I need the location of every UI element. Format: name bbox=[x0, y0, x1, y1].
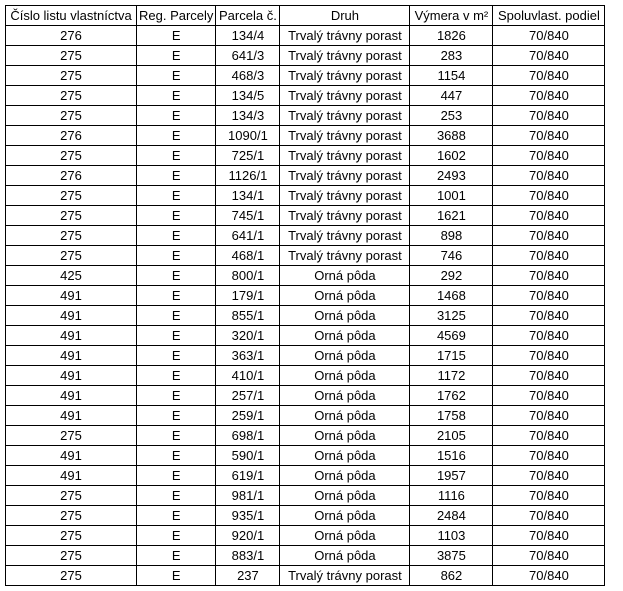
cell-parcel-number: 468/1 bbox=[216, 246, 280, 266]
table-row bbox=[6, 206, 605, 226]
cell-land-type: Orná pôda bbox=[280, 406, 410, 426]
cell-land-type: Orná pôda bbox=[280, 506, 410, 526]
cell-land-type: Trvalý trávny porast bbox=[280, 166, 410, 186]
cell-share: 70/840 bbox=[493, 126, 605, 146]
cell-share: 70/840 bbox=[493, 266, 605, 286]
table-row bbox=[6, 466, 605, 486]
cell-register: E bbox=[137, 206, 216, 226]
table-body bbox=[6, 26, 605, 586]
cell-parcel-number: 259/1 bbox=[216, 406, 280, 426]
table-row bbox=[6, 346, 605, 366]
cell-area: 1468 bbox=[410, 286, 493, 306]
cell-area: 1001 bbox=[410, 186, 493, 206]
cell-share: 70/840 bbox=[493, 246, 605, 266]
cell-parcel-number: 320/1 bbox=[216, 326, 280, 346]
cell-land-type: Orná pôda bbox=[280, 286, 410, 306]
cell-share: 70/840 bbox=[493, 466, 605, 486]
cell-parcel-number: 179/1 bbox=[216, 286, 280, 306]
cell-register: E bbox=[137, 406, 216, 426]
cell-land-type: Trvalý trávny porast bbox=[280, 126, 410, 146]
cell-ownership-sheet: 491 bbox=[6, 406, 137, 426]
cell-share: 70/840 bbox=[493, 146, 605, 166]
table-row bbox=[6, 566, 605, 586]
cell-ownership-sheet: 275 bbox=[6, 206, 137, 226]
cell-parcel-number: 1126/1 bbox=[216, 166, 280, 186]
cell-parcel-number: 590/1 bbox=[216, 446, 280, 466]
cell-ownership-sheet: 275 bbox=[6, 526, 137, 546]
table-row bbox=[6, 166, 605, 186]
cell-register: E bbox=[137, 426, 216, 446]
cell-parcel-number: 698/1 bbox=[216, 426, 280, 446]
cell-parcel-number: 134/4 bbox=[216, 26, 280, 46]
cell-share: 70/840 bbox=[493, 86, 605, 106]
cell-land-type: Orná pôda bbox=[280, 346, 410, 366]
header-cell-area: Výmera v m² bbox=[410, 6, 493, 26]
cell-share: 70/840 bbox=[493, 66, 605, 86]
cell-register: E bbox=[137, 46, 216, 66]
cell-parcel-number: 237 bbox=[216, 566, 280, 586]
table-row bbox=[6, 486, 605, 506]
table-row bbox=[6, 326, 605, 346]
cell-area: 1154 bbox=[410, 66, 493, 86]
cell-parcel-number: 1090/1 bbox=[216, 126, 280, 146]
cell-ownership-sheet: 275 bbox=[6, 66, 137, 86]
cell-area: 1103 bbox=[410, 526, 493, 546]
cell-parcel-number: 410/1 bbox=[216, 366, 280, 386]
cell-area: 2484 bbox=[410, 506, 493, 526]
table-row bbox=[6, 506, 605, 526]
cell-share: 70/840 bbox=[493, 206, 605, 226]
cell-land-type: Orná pôda bbox=[280, 526, 410, 546]
cell-area: 1621 bbox=[410, 206, 493, 226]
cell-share: 70/840 bbox=[493, 446, 605, 466]
cell-register: E bbox=[137, 306, 216, 326]
cell-area: 746 bbox=[410, 246, 493, 266]
cell-share: 70/840 bbox=[493, 526, 605, 546]
table-row bbox=[6, 226, 605, 246]
cell-ownership-sheet: 276 bbox=[6, 166, 137, 186]
cell-parcel-number: 920/1 bbox=[216, 526, 280, 546]
cell-ownership-sheet: 275 bbox=[6, 426, 137, 446]
cell-land-type: Trvalý trávny porast bbox=[280, 106, 410, 126]
cell-register: E bbox=[137, 126, 216, 146]
cell-share: 70/840 bbox=[493, 186, 605, 206]
cell-parcel-number: 981/1 bbox=[216, 486, 280, 506]
cell-land-type: Trvalý trávny porast bbox=[280, 226, 410, 246]
cell-register: E bbox=[137, 466, 216, 486]
cell-share: 70/840 bbox=[493, 426, 605, 446]
cell-register: E bbox=[137, 286, 216, 306]
table-row bbox=[6, 86, 605, 106]
cell-land-type: Trvalý trávny porast bbox=[280, 566, 410, 586]
cell-area: 283 bbox=[410, 46, 493, 66]
cell-ownership-sheet: 275 bbox=[6, 546, 137, 566]
cell-land-type: Trvalý trávny porast bbox=[280, 26, 410, 46]
table-row bbox=[6, 426, 605, 446]
cell-land-type: Orná pôda bbox=[280, 546, 410, 566]
cell-ownership-sheet: 275 bbox=[6, 86, 137, 106]
cell-ownership-sheet: 275 bbox=[6, 106, 137, 126]
cell-ownership-sheet: 491 bbox=[6, 346, 137, 366]
cell-parcel-number: 855/1 bbox=[216, 306, 280, 326]
cell-parcel-number: 641/1 bbox=[216, 226, 280, 246]
cell-register: E bbox=[137, 26, 216, 46]
cell-area: 3875 bbox=[410, 546, 493, 566]
cell-parcel-number: 134/5 bbox=[216, 86, 280, 106]
table-row bbox=[6, 406, 605, 426]
cell-register: E bbox=[137, 486, 216, 506]
table-row bbox=[6, 386, 605, 406]
cell-parcel-number: 134/1 bbox=[216, 186, 280, 206]
cell-area: 1172 bbox=[410, 366, 493, 386]
cell-ownership-sheet: 425 bbox=[6, 266, 137, 286]
cell-share: 70/840 bbox=[493, 46, 605, 66]
table-row bbox=[6, 126, 605, 146]
cell-area: 862 bbox=[410, 566, 493, 586]
parcel-table bbox=[5, 5, 605, 586]
cell-ownership-sheet: 491 bbox=[6, 326, 137, 346]
cell-ownership-sheet: 275 bbox=[6, 486, 137, 506]
cell-parcel-number: 745/1 bbox=[216, 206, 280, 226]
cell-area: 253 bbox=[410, 106, 493, 126]
cell-share: 70/840 bbox=[493, 306, 605, 326]
cell-area: 292 bbox=[410, 266, 493, 286]
cell-register: E bbox=[137, 346, 216, 366]
table-row bbox=[6, 366, 605, 386]
cell-share: 70/840 bbox=[493, 106, 605, 126]
table-row bbox=[6, 106, 605, 126]
header-cell-register: Reg. Parcely bbox=[137, 6, 216, 26]
cell-ownership-sheet: 275 bbox=[6, 226, 137, 246]
cell-land-type: Orná pôda bbox=[280, 266, 410, 286]
header-cell-parcel-number: Parcela č. bbox=[216, 6, 280, 26]
cell-ownership-sheet: 491 bbox=[6, 386, 137, 406]
cell-parcel-number: 134/3 bbox=[216, 106, 280, 126]
table-row bbox=[6, 146, 605, 166]
cell-register: E bbox=[137, 226, 216, 246]
cell-ownership-sheet: 491 bbox=[6, 466, 137, 486]
cell-register: E bbox=[137, 506, 216, 526]
cell-land-type: Trvalý trávny porast bbox=[280, 66, 410, 86]
cell-register: E bbox=[137, 446, 216, 466]
cell-parcel-number: 619/1 bbox=[216, 466, 280, 486]
cell-ownership-sheet: 491 bbox=[6, 446, 137, 466]
cell-ownership-sheet: 491 bbox=[6, 306, 137, 326]
cell-share: 70/840 bbox=[493, 366, 605, 386]
cell-land-type: Orná pôda bbox=[280, 486, 410, 506]
cell-land-type: Orná pôda bbox=[280, 306, 410, 326]
cell-area: 1602 bbox=[410, 146, 493, 166]
cell-land-type: Orná pôda bbox=[280, 366, 410, 386]
cell-register: E bbox=[137, 386, 216, 406]
header-cell-share: Spoluvlast. podiel bbox=[493, 6, 605, 26]
cell-land-type: Trvalý trávny porast bbox=[280, 206, 410, 226]
header-cell-ownership-sheet: Číslo listu vlastníctva bbox=[6, 6, 137, 26]
cell-register: E bbox=[137, 526, 216, 546]
cell-area: 1762 bbox=[410, 386, 493, 406]
cell-register: E bbox=[137, 566, 216, 586]
header-row bbox=[6, 6, 605, 26]
table-row bbox=[6, 546, 605, 566]
cell-register: E bbox=[137, 86, 216, 106]
cell-register: E bbox=[137, 326, 216, 346]
cell-register: E bbox=[137, 546, 216, 566]
cell-land-type: Orná pôda bbox=[280, 426, 410, 446]
cell-share: 70/840 bbox=[493, 286, 605, 306]
table-row bbox=[6, 446, 605, 466]
cell-area: 1715 bbox=[410, 346, 493, 366]
cell-share: 70/840 bbox=[493, 26, 605, 46]
cell-share: 70/840 bbox=[493, 486, 605, 506]
cell-ownership-sheet: 276 bbox=[6, 26, 137, 46]
table-row bbox=[6, 286, 605, 306]
cell-parcel-number: 883/1 bbox=[216, 546, 280, 566]
table-row bbox=[6, 246, 605, 266]
cell-area: 2105 bbox=[410, 426, 493, 446]
cell-ownership-sheet: 491 bbox=[6, 286, 137, 306]
header-cell-land-type: Druh bbox=[280, 6, 410, 26]
table-row bbox=[6, 526, 605, 546]
cell-land-type: Orná pôda bbox=[280, 326, 410, 346]
cell-register: E bbox=[137, 366, 216, 386]
cell-share: 70/840 bbox=[493, 226, 605, 246]
cell-register: E bbox=[137, 66, 216, 86]
cell-register: E bbox=[137, 146, 216, 166]
cell-area: 447 bbox=[410, 86, 493, 106]
cell-land-type: Orná pôda bbox=[280, 386, 410, 406]
cell-area: 1516 bbox=[410, 446, 493, 466]
cell-ownership-sheet: 276 bbox=[6, 126, 137, 146]
cell-area: 1957 bbox=[410, 466, 493, 486]
table-row bbox=[6, 66, 605, 86]
cell-ownership-sheet: 275 bbox=[6, 566, 137, 586]
cell-share: 70/840 bbox=[493, 406, 605, 426]
cell-ownership-sheet: 275 bbox=[6, 506, 137, 526]
cell-share: 70/840 bbox=[493, 546, 605, 566]
cell-land-type: Trvalý trávny porast bbox=[280, 46, 410, 66]
cell-share: 70/840 bbox=[493, 326, 605, 346]
cell-area: 1116 bbox=[410, 486, 493, 506]
cell-land-type: Orná pôda bbox=[280, 446, 410, 466]
table-row bbox=[6, 46, 605, 66]
cell-register: E bbox=[137, 246, 216, 266]
cell-share: 70/840 bbox=[493, 566, 605, 586]
table-row bbox=[6, 306, 605, 326]
cell-parcel-number: 257/1 bbox=[216, 386, 280, 406]
table-row bbox=[6, 26, 605, 46]
cell-ownership-sheet: 275 bbox=[6, 246, 137, 266]
cell-register: E bbox=[137, 186, 216, 206]
cell-area: 1758 bbox=[410, 406, 493, 426]
cell-share: 70/840 bbox=[493, 346, 605, 366]
cell-parcel-number: 800/1 bbox=[216, 266, 280, 286]
cell-share: 70/840 bbox=[493, 386, 605, 406]
cell-share: 70/840 bbox=[493, 506, 605, 526]
cell-ownership-sheet: 275 bbox=[6, 186, 137, 206]
cell-parcel-number: 363/1 bbox=[216, 346, 280, 366]
cell-area: 1826 bbox=[410, 26, 493, 46]
cell-area: 3125 bbox=[410, 306, 493, 326]
cell-area: 898 bbox=[410, 226, 493, 246]
cell-parcel-number: 725/1 bbox=[216, 146, 280, 166]
cell-area: 4569 bbox=[410, 326, 493, 346]
table-row bbox=[6, 186, 605, 206]
cell-parcel-number: 468/3 bbox=[216, 66, 280, 86]
cell-share: 70/840 bbox=[493, 166, 605, 186]
cell-land-type: Trvalý trávny porast bbox=[280, 146, 410, 166]
cell-register: E bbox=[137, 106, 216, 126]
cell-area: 3688 bbox=[410, 126, 493, 146]
cell-register: E bbox=[137, 166, 216, 186]
cell-parcel-number: 641/3 bbox=[216, 46, 280, 66]
cell-ownership-sheet: 275 bbox=[6, 46, 137, 66]
cell-register: E bbox=[137, 266, 216, 286]
cell-land-type: Trvalý trávny porast bbox=[280, 86, 410, 106]
cell-land-type: Trvalý trávny porast bbox=[280, 246, 410, 266]
cell-ownership-sheet: 491 bbox=[6, 366, 137, 386]
cell-ownership-sheet: 275 bbox=[6, 146, 137, 166]
cell-parcel-number: 935/1 bbox=[216, 506, 280, 526]
cell-land-type: Orná pôda bbox=[280, 466, 410, 486]
cell-land-type: Trvalý trávny porast bbox=[280, 186, 410, 206]
cell-area: 2493 bbox=[410, 166, 493, 186]
table-row bbox=[6, 266, 605, 286]
